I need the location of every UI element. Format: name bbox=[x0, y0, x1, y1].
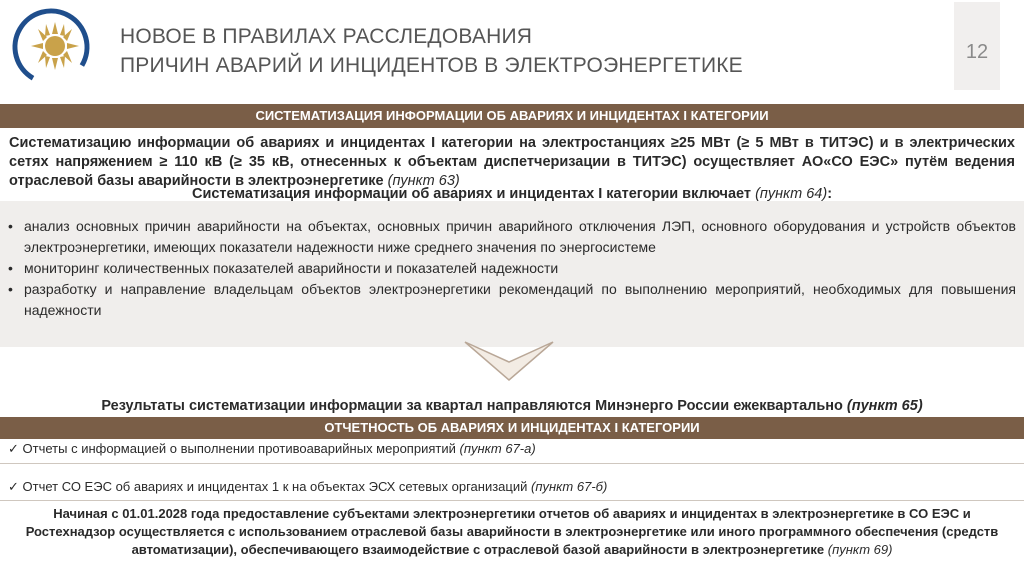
report-text: Отчеты с информацией о выполнении противоаварийных мероприятий bbox=[22, 441, 456, 456]
panel-heading-reference: (пункт 64) bbox=[755, 186, 828, 202]
intro-paragraph bbox=[9, 134, 1015, 191]
result-statement bbox=[10, 398, 1014, 414]
divider bbox=[0, 463, 1024, 464]
checkmark-icon: ✓ bbox=[8, 479, 19, 494]
panel-heading bbox=[0, 186, 1024, 202]
list-item-text: разработку и направление владельцам объектов электроэнергетики рекомендаций по выполнению мероприятий, необходимых для повышения надежности bbox=[24, 281, 1016, 318]
report-text: Отчет СО ЕЭС об авариях и инцидентах 1 к на объектах ЭСХ сетевых организаций bbox=[22, 479, 528, 494]
page-title bbox=[120, 22, 743, 80]
section-band-systematization: СИСТЕМАТИЗАЦИЯ ИНФОРМАЦИИ ОБ АВАРИЯХ И ИНЦИДЕНТАХ I КАТЕГОРИИ bbox=[0, 104, 1024, 128]
list-item bbox=[8, 279, 1016, 321]
final-paragraph bbox=[12, 505, 1012, 559]
list-item-text: анализ основных причин аварийности на объектах, основных причин аварийного отключения ЛЭП, основного оборудования и устройств объектов электроэнергетики, имеющих показатели надежности ниже среднего значения по энергосистеме bbox=[24, 218, 1016, 255]
page-number: 12 bbox=[954, 2, 1000, 90]
bullet-list bbox=[8, 216, 1016, 321]
intro-text: Систематизацию информации об авариях и инцидентах I категории на электростанциях ≥25 МВт (≥ 5 МВт в ТИТЭС) и в электрических сетях напряжением ≥ 110 кВ (≥ 35 кВ, отнесенных к объектам диспетчеризации в ТИТЭС) осуществляет АО«СО ЕЭС» путём ведения отраслевой базы аварийности в электроэнергетике bbox=[9, 135, 1015, 189]
list-item-text: мониторинг количественных показателей аварийности и показателей надежности bbox=[24, 260, 559, 276]
checkmark-icon: ✓ bbox=[8, 441, 19, 456]
title-line-2: ПРИЧИН АВАРИЙ И ИНЦИДЕНТОВ В ЭЛЕКТРОЭНЕРГЕТИКЕ bbox=[120, 54, 743, 77]
result-text: Результаты систематизации информации за квартал направляются Минэнерго России ежеквартально bbox=[101, 398, 843, 414]
panel-heading-text: Систематизация информации об авариях и инцидентах I категории включает bbox=[191, 186, 752, 202]
result-reference: (пункт 65) bbox=[846, 398, 923, 414]
list-item bbox=[8, 258, 1016, 279]
title-line-1: НОВОЕ В ПРАВИЛАХ РАССЛЕДОВАНИЯ bbox=[120, 25, 533, 48]
report-item bbox=[8, 479, 607, 495]
report-reference: (пункт 67-а) bbox=[459, 441, 536, 456]
report-reference: (пункт 67-б) bbox=[531, 479, 608, 494]
final-text: Начиная с 01.01.2028 года предоставление субъектами электроэнергетики отчетов об авариях и инцидентах в электроэнергетике в СО ЕЭС и Ростехнадзор осуществляется с использованием отраслевой базы аварийности в электроэнергетике или иного программного обеспечения (средств автоматизации), обеспечивающего взаимодействие с отраслевой базой аварийности в электроэнергетике bbox=[25, 506, 999, 557]
list-item bbox=[8, 216, 1016, 258]
intro-reference: (пункт 63) bbox=[387, 173, 460, 189]
bullet-icon: • bbox=[8, 218, 13, 234]
final-reference: (пункт 69) bbox=[827, 542, 893, 557]
panel-heading-colon: : bbox=[827, 186, 833, 202]
section-band-reporting: ОТЧЕТНОСТЬ ОБ АВАРИЯХ И ИНЦИДЕНТАХ I КАТЕГОРИИ bbox=[0, 417, 1024, 439]
bullet-icon: • bbox=[8, 260, 13, 276]
report-item bbox=[8, 441, 536, 457]
sun-emblem-icon bbox=[10, 6, 92, 88]
bullet-icon: • bbox=[8, 281, 13, 297]
down-arrow-icon bbox=[463, 340, 555, 382]
divider bbox=[0, 500, 1024, 501]
